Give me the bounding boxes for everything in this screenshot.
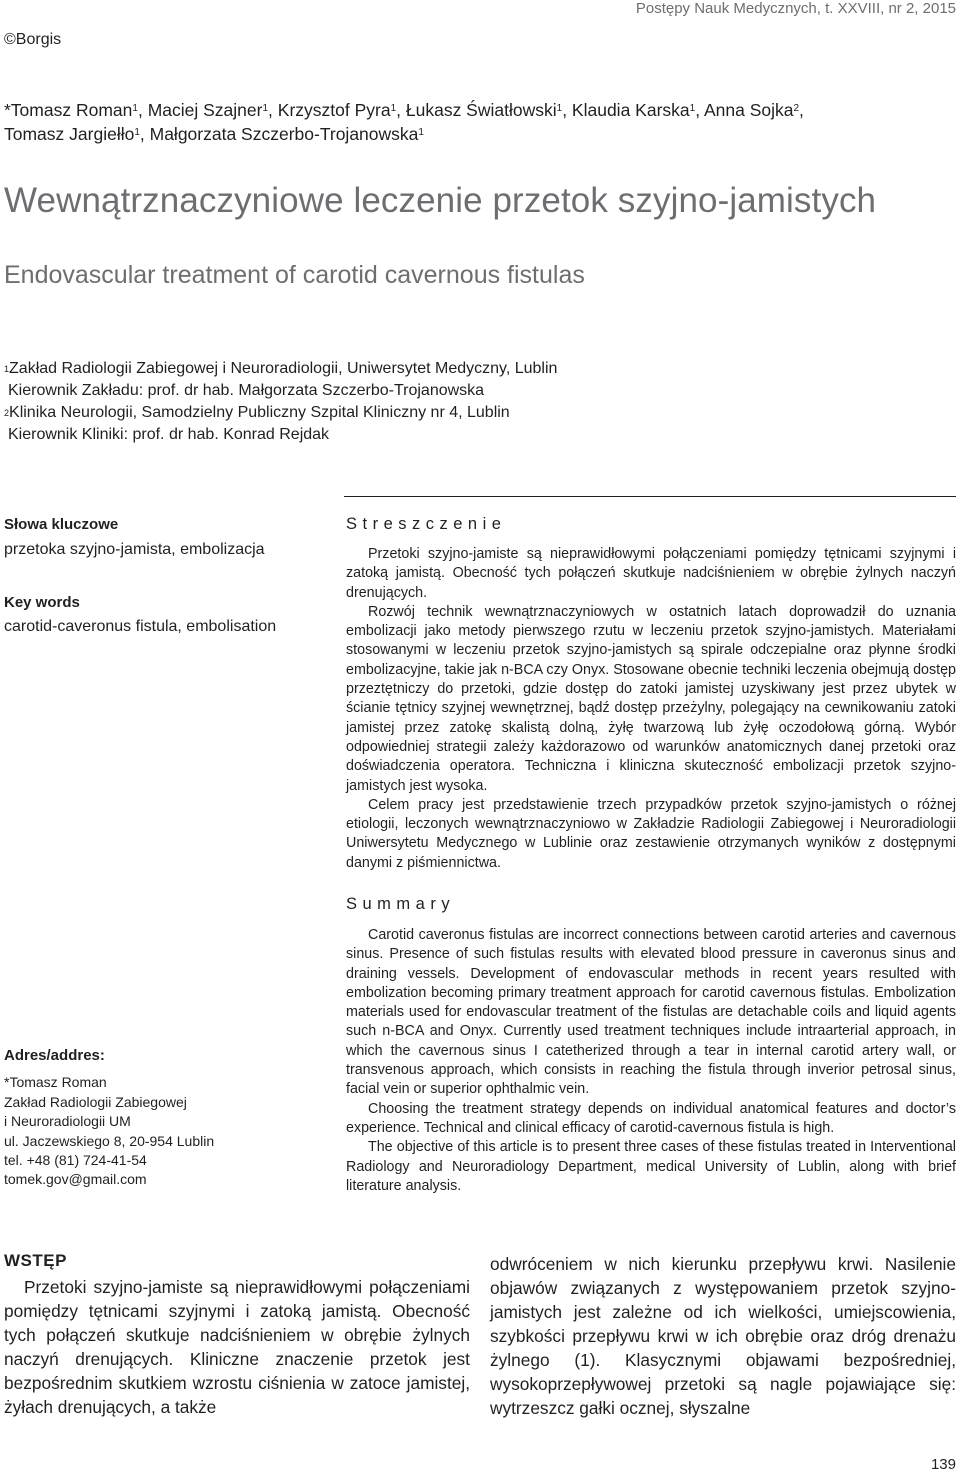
intro-left-column [4,1275,470,1419]
author: *Tomasz Roman$^1$, [4,100,148,120]
author: Łukasz Światłowski$^1$, [405,100,572,120]
abstract-paragraph: Choosing the treatment strategy depends on individual anatomical features and doctor’s experience. Technical and clinical efficacy of carotid-cavernous fistula is high. [346,1100,956,1136]
address-line: *Tomasz Roman [4,1074,107,1091]
summary-heading: Summary [346,895,456,913]
address-heading: Adres/addres: [4,1047,105,1064]
author: Tomasz Jargiełło$^1$, [4,124,150,144]
title-polish: Wewnątrznaczyniowe leczenie przetok szyjno-jamistych [4,181,877,220]
intro-right-column [490,1252,956,1420]
author: Krzysztof Pyra$^1$, [277,100,406,120]
address-line: i Neuroradiologii UM [4,1113,131,1130]
affiliation-head: Kierownik Kliniki: prof. dr hab. Konrad Rejdak [8,426,330,443]
affiliations [4,358,904,446]
author: Maciej Szajner$^1$, [147,100,278,120]
abstract-paragraph: Rozwój technik wewnątrznaczyniowych w ostatnich latach doprowadził do uznania embolizacji jako metody pierwszego rzutu w leczeniu przetok szyjno-jamistych. Materiałami stosowanymi w leczeniu przetok szyjno-jamistych są spirale odczepialne oraz płynne środki embolizacyjne, takie jak n-BCA czy Onyx. Stosowane obecnie techniki leczenia obejmują dostęp przeztętniczy do przetoki, gdzie dostęp do zatoki jamistej uzyskiwany jest przez ubytek w ścianie tętnicy szyjnej wewnętrznej, bądź dostęp przeżylny, polegający na cewnikowaniu zatoki jamistej przez zatokę skalistą dolną, żyłę twarzową lub żyłę oczodołową górną. Wybór odpowiedniej strategii zależy każdorazowo od warunków anatomicznych danej przetoki oraz doświadczenia operatora. Techniczna i kliniczna skuteczność embolizacji przetok szyjno-jamistych jest wysoka. [346,603,956,794]
summary-text [346,926,956,1196]
title-english: Endovascular treatment of carotid cavernous fistulas [4,261,585,289]
keywords-pl-heading: Słowa kluczowe [4,516,119,533]
intro-heading: WSTĘP [4,1251,67,1270]
affiliation-unit: $^2$Klinika Neurologii, Samodzielny Publiczny Szpital Kliniczny nr 4, Lublin [4,404,510,421]
body-paragraph: odwróceniem w nich kierunku przepływu krwi. Nasilenie objawów związanych z występowaniem przetok szyjno-jamistych jest zależne od ich wielkości, umiejscowienia, szybkości przepływu krwi w ich obrębie oraz dróg drenażu żylnego (1). Klasycznymi objawami bezpośredniej, wysokoprzepływowej przetoki są nagle pojawiające się: wytrzeszcz gałki ocznej, słyszalne [490,1254,956,1418]
publisher-mark: ©Borgis [4,31,62,48]
section-divider [344,496,956,497]
keywords-en-heading: Key words [4,594,80,611]
affiliation-unit: $^1$Zakład Radiologii Zabiegowej i Neuroradiologii, Uniwersytet Medyczny, Lublin [4,360,558,377]
abstract-paragraph: Carotid caveronus fistulas are incorrect connections between carotid arteries and cavernous sinus. Presence of such fistulas results with elevated blood pressure in caveronus sinus and draining vessels. Development of endovascular methods in recent years resulted with embolization becoming primary treatment approach for carotid cavernous fistulas. Embolization materials used for endovascular treatment of the fistulas are detachable coils and liquid agents such n-BCA and Onyx. Currently used treatment techniques include intraarterial approach, in which the cavernous sinus I catetherized through a tear in internal carotid artery wall, or transvenous approach, which consists in reaching the fistula through inverior petrosal sinus, facial vein or superior ophthalmic vein. [346,927,956,1098]
correspondence-address [4,1046,334,1190]
address-line: Zakład Radiologii Zabiegowej [4,1093,187,1110]
journal-header: Postępy Nauk Medycznych, t. XXVIII, nr 2, 2015 [635,0,956,17]
author: Klaudia Karska$^1$, [571,100,704,120]
author: Anna Sojka$^2$, [703,100,804,120]
page-number: 139 [930,1456,956,1473]
address-line: ul. Jaczewskiego 8, 20-954 Lublin [4,1132,215,1149]
address-line: tel. +48 (81) 724-41-54 [4,1152,147,1169]
abstract-paragraph: Celem pracy jest przedstawienie trzech przypadków przetok szyjno-jamistych o różnej etiologii, leczonych wewnątrznaczyniowo w Zakładzie Radiologii Zabiegowej i Neuroradiologii Uniwersytetu Medycznego w Lublinie oraz zestawienie otrzymanych wyników z dostępnymi danymi z piśmiennictwa. [346,796,956,871]
author: Małgorzata Szczerbo-Trojanowska$^1$ [149,124,424,144]
abstract-paragraph: The objective of this article is to present three cases of these fistulas treated in Interventional Radiology and Neuroradiology Department, medical University of Lublin, along with brief literature analysis. [346,1139,956,1194]
abstract-paragraph: Przetoki szyjno-jamiste są nieprawidłowymi połączeniami pomiędzy tętnicami szyjnymi i zatoką jamistą. Obecność tych połączeń skutkuje nadciśnieniem w obrębie żylnych naczyń drenujących. [346,546,956,601]
streszczenie-text [346,545,956,873]
affiliation-head: Kierownik Zakładu: prof. dr hab. Małgorzata Szczerbo-Trojanowska [8,382,485,399]
streszczenie-heading: Streszczenie [346,515,507,533]
keywords-en-text: carotid-caveronus fistula, embolisation [4,618,277,635]
body-paragraph: Przetoki szyjno-jamiste są nieprawidłowymi połączeniami pomiędzy tętnicami szyjnymi i zatoką jamistą. Obecność tych połączeń skutkuje nadciśnieniem w obrębie żylnych naczyń drenujących. Kliniczne znaczenie przetok jest bezpośrednim skutkiem wzrostu ciśnienia w zatoce jamistej, żyłach drenujących, a także [4,1277,470,1417]
address-email: tomek.gov@gmail.com [4,1171,147,1188]
keywords-pl-text: przetoka szyjno-jamista, embolizacja [4,541,265,558]
author-list [4,98,954,146]
